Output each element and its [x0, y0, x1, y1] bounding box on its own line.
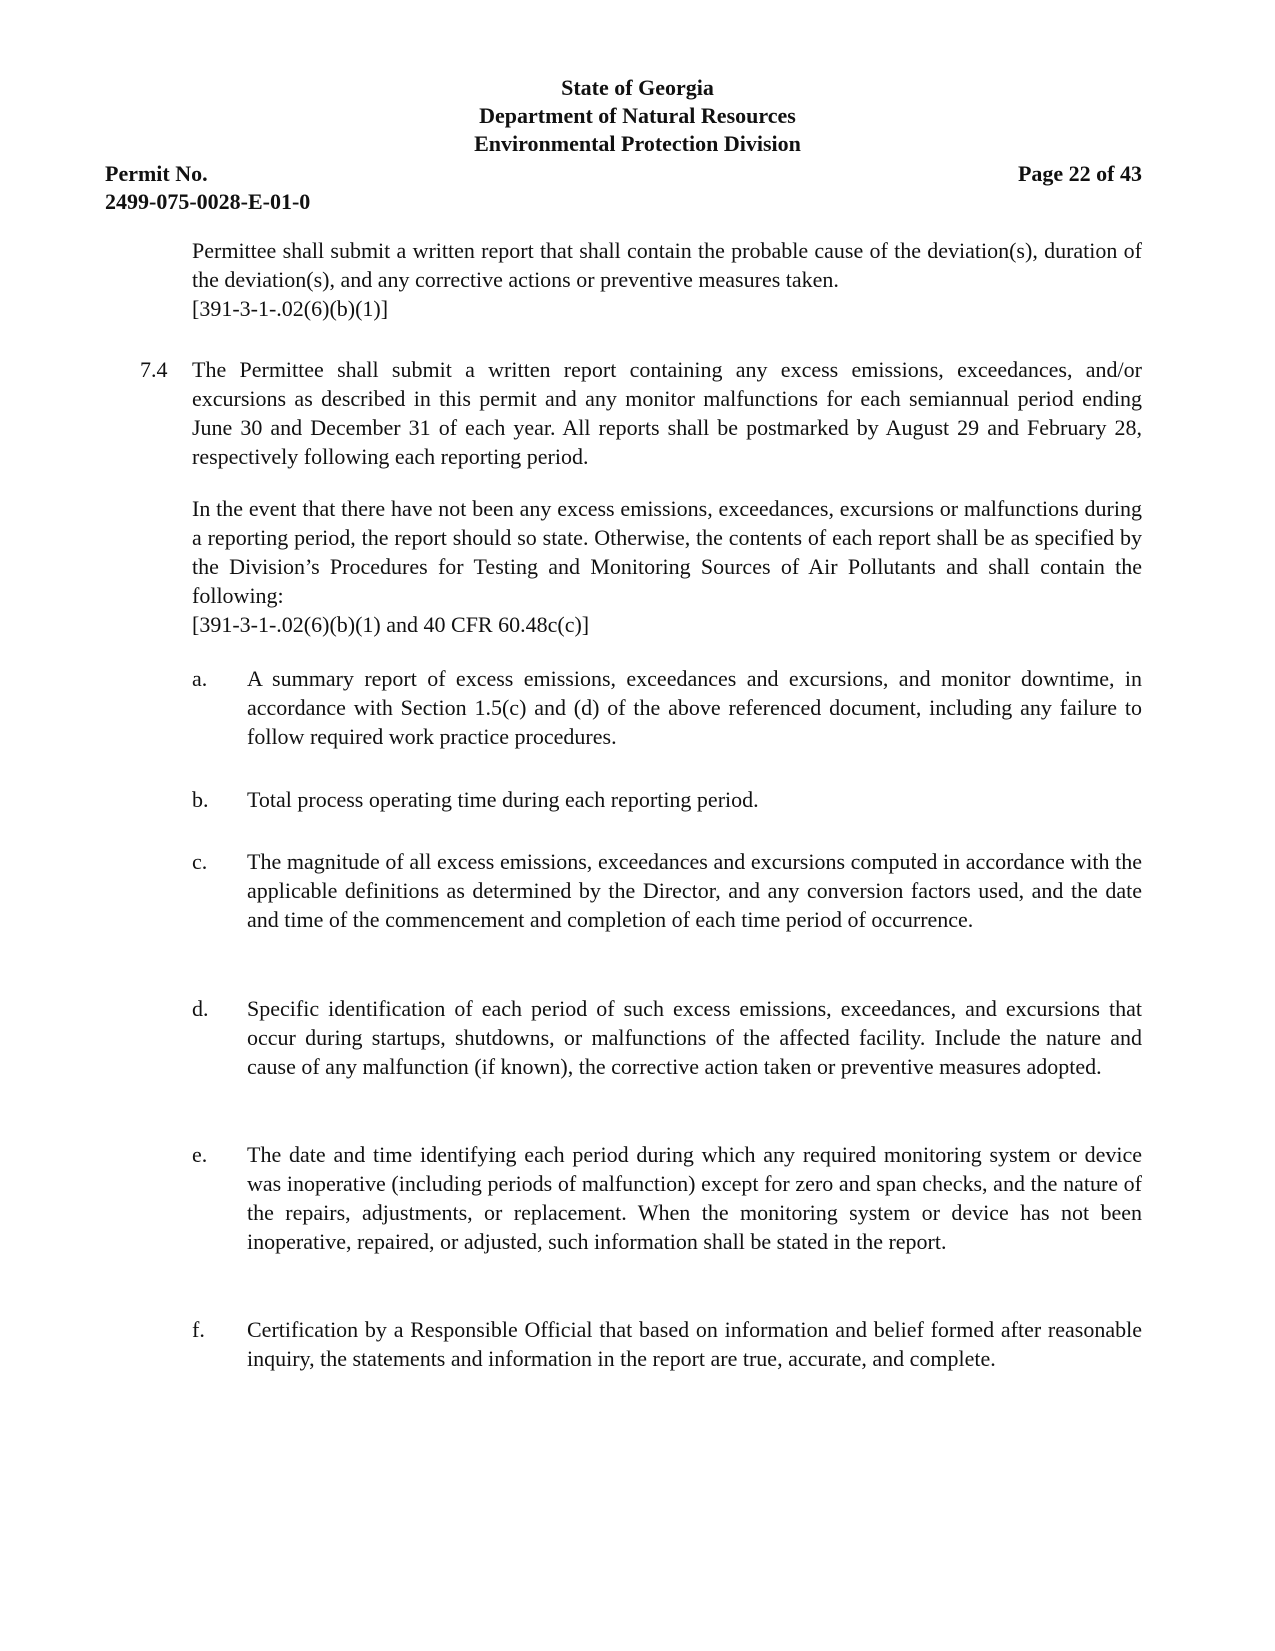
list-item-label: c.	[192, 849, 208, 874]
list-item-text: The magnitude of all excess emissions, exceedances and excursions computed in accordance with the applicable definitions as determined by the Director, and any conversion factors used, and the date and time of the commencement and completion of each time period of occurrence.	[247, 849, 1142, 932]
section-paragraph-2-text: In the event that there have not been any excess emissions, exceedances, excursions or malfunctions during a reporting period, the report should so state. Otherwise, the contents of each report shall be as specified by the Division’s Procedures for Testing and Monitoring Sources of Air Pollutants and shall contain the following:	[192, 496, 1142, 608]
list-item-text: A summary report of excess emissions, exceedances and excursions, and monitor downtime, in accordance with Section 1.5(c) and (d) of the above referenced document, including any failure to follow required work practice procedures.	[247, 666, 1142, 749]
page-number: Page 22 of 43	[1017, 161, 1142, 186]
section-paragraph-1: The Permittee shall submit a written report containing any excess emissions, exceedances, and/or excursions as described in this permit and any monitor malfunctions for each semiannual period ending June 30 and December 31 of each year. All reports shall be postmarked by August 29 and February 28, respectively following each reporting period.	[192, 357, 1142, 469]
section-citation: [391-3-1-.02(6)(b)(1) and 40 CFR 60.48c(c)]	[192, 612, 590, 637]
intro-paragraph	[192, 236, 1142, 323]
list-item-text: The date and time identifying each period during which any required monitoring system or device was inoperative (including periods of malfunction) except for zero and span checks, and the nature of the repairs, adjustments, or replacement. When the monitoring system or device has not been inoperative, repaired, or adjusted, such information shall be stated in the report.	[247, 1142, 1142, 1254]
section-paragraph-2	[192, 494, 1142, 639]
list-item-text: Total process operating time during each reporting period.	[247, 787, 759, 812]
list-item-text: Certification by a Responsible Official that based on information and belief formed after reasonable inquiry, the statements and information in the report are true, accurate, and complete.	[247, 1317, 1142, 1371]
list-item-label: a.	[192, 666, 208, 691]
header-department: Department of Natural Resources	[479, 103, 796, 128]
document-header	[0, 74, 1275, 158]
intro-text: Permittee shall submit a written report that shall contain the probable cause of the deviation(s), duration of the deviation(s), and any corrective actions or preventive measures taken.	[192, 238, 1142, 292]
list-item-label: b.	[192, 787, 209, 812]
list-item-label: d.	[192, 996, 209, 1021]
list-item-label: f.	[192, 1317, 205, 1342]
permit-number: 2499-075-0028-E-01-0	[105, 189, 311, 214]
list-item-label: e.	[192, 1142, 208, 1167]
list-item-text: Specific identification of each period of such excess emissions, exceedances, and excursions that occur during startups, shutdowns, or malfunctions of the affected facility. Include the nature and cause of any malfunction (if known), the corrective action taken or preventive measures adopted.	[247, 996, 1142, 1079]
section-number: 7.4	[140, 357, 168, 382]
permit-label: Permit No.	[105, 161, 208, 186]
intro-citation: [391-3-1-.02(6)(b)(1)]	[192, 296, 389, 321]
header-state: State of Georgia	[561, 75, 714, 100]
header-division: Environmental Protection Division	[474, 131, 801, 156]
